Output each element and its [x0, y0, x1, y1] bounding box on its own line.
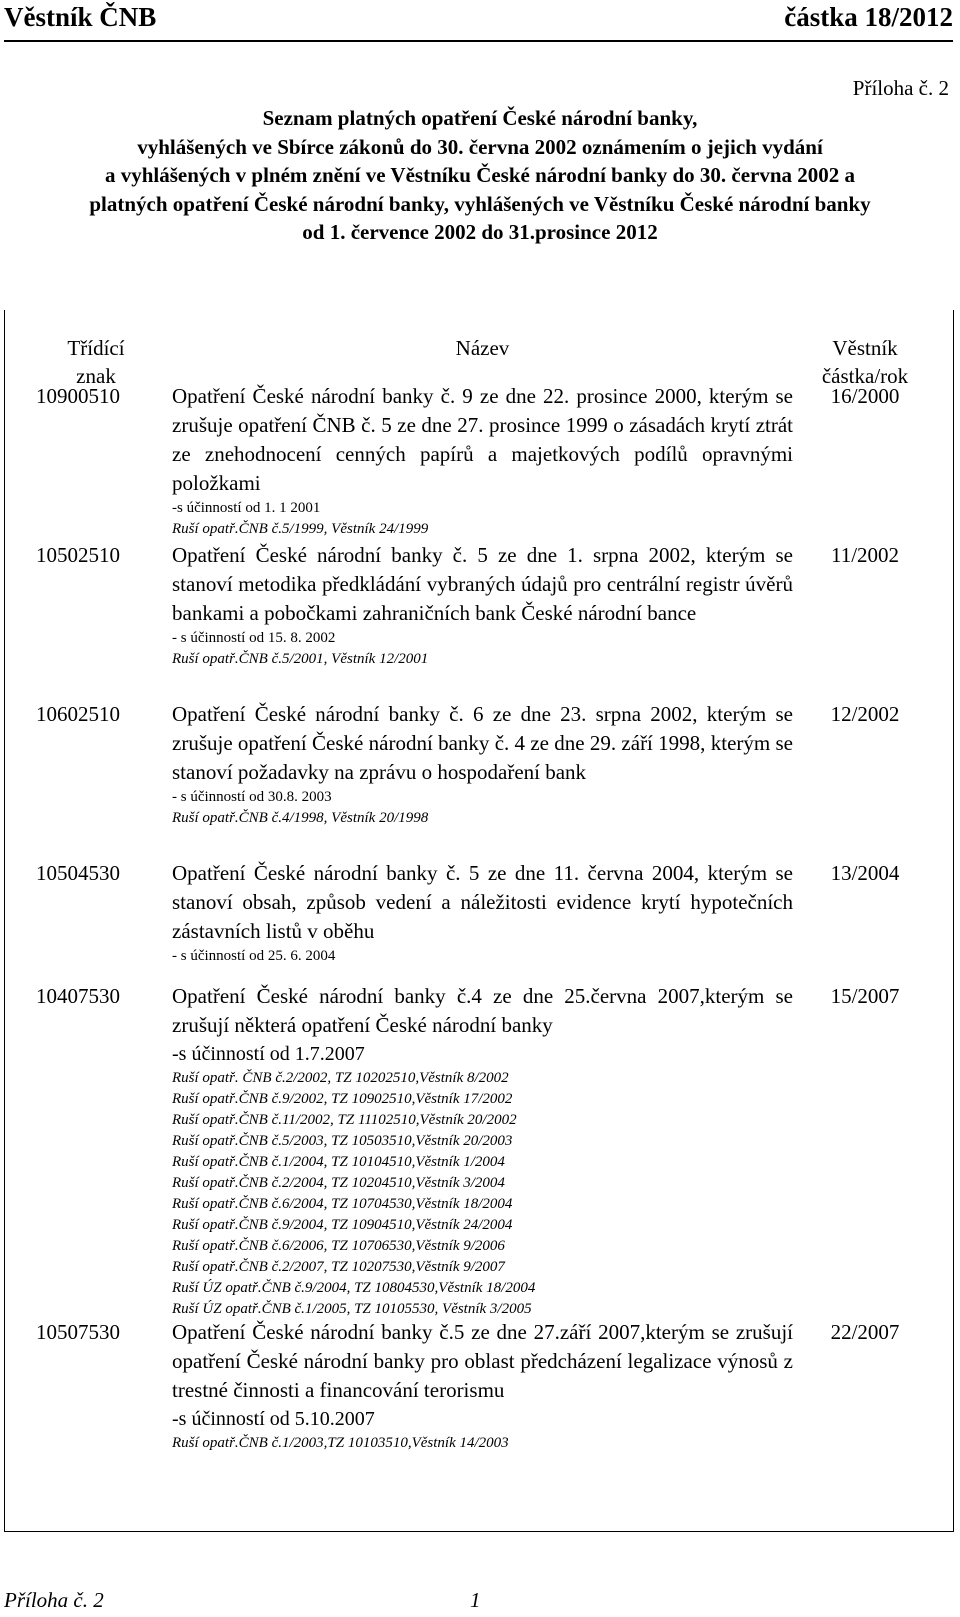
- header-name-line: Název: [455, 336, 510, 360]
- row-ref: 15/2007: [830, 984, 900, 1008]
- row-effective: - s účinností od 15. 8. 2002: [172, 630, 336, 646]
- row-repeal: Ruší opatř.ČNB č.9/2002, TZ 10902510,Věstník 17/2002: [172, 1091, 513, 1107]
- row-effective: -s účinností od 1.7.2007: [172, 1043, 365, 1065]
- row-repeal: Ruší opatř.ČNB č.5/2003, TZ 10503510,Věstník 20/2003: [172, 1133, 513, 1149]
- header-name: [172, 334, 793, 362]
- row-description: Opatření České národní banky č. 6 ze dne 23. srpna 2002, kterým se zrušuje opatření České národní banky č. 4 ze dne 29. září 1998, kterým se stanoví požadavky na zprávu o hospodaření bank: [172, 702, 793, 784]
- row-repeal: Ruší opatř.ČNB č.9/2004, TZ 10904510,Věstník 24/2004: [172, 1217, 513, 1233]
- issue-number: částka 18/2012: [784, 2, 953, 32]
- row-description: Opatření České národní banky č. 5 ze dne 1. srpna 2002, kterým se stanoví metodika předkládání vybraných údajů pro centrální registr úvěrů bankami a pobočkami zahraničních bank České národní bance: [172, 543, 793, 625]
- row-code: 10407530: [36, 984, 120, 1008]
- title-line: Seznam platných opatření České národní banky,: [262, 106, 698, 130]
- table-row: [172, 382, 793, 540]
- row-ref: 16/2000: [830, 384, 900, 408]
- journal-name: Věstník ČNB: [4, 2, 157, 32]
- row-repeal: Ruší opatř.ČNB č.2/2007, TZ 10207530,Věstník 9/2007: [172, 1259, 505, 1275]
- row-ref: 22/2007: [830, 1320, 900, 1344]
- row-ref: 11/2002: [830, 543, 900, 567]
- document-title: [0, 104, 960, 247]
- row-description: Opatření České národní banky č. 9 ze dne 22. prosince 2000, kterým se zrušuje opatření ČNB č. 5 ze dne 27. prosince 1999 o zásadách krytí ztrát ze znehodnocení cenných papírů a majetkových podílů opravnými položkami: [172, 384, 793, 495]
- row-repeal: Ruší opatř.ČNB č.4/1998, Věstník 20/1998: [172, 810, 429, 826]
- row-code: 10502510: [36, 543, 120, 567]
- row-effective: -s účinností od 1. 1 2001: [172, 500, 321, 516]
- row-repeal: Ruší opatř.ČNB č.5/1999, Věstník 24/1999: [172, 521, 429, 537]
- row-code: 10900510: [36, 384, 120, 408]
- row-repeal: Ruší ÚZ opatř.ČNB č.1/2005, TZ 10105530, Věstník 3/2005: [172, 1301, 532, 1317]
- title-line: a vyhlášených v plném znění ve Věstníku České národní banky do 30. června 2002 a: [104, 163, 856, 187]
- page-number: 1: [470, 1588, 481, 1612]
- annex-label: Příloha č. 2: [852, 76, 949, 100]
- row-description: Opatření České národní banky č.5 ze dne 27.září 2007,kterým se zrušují opatření České národní banky pro oblast předcházení legalizace výnosů z trestné činnosti a financování terorismu: [172, 1320, 793, 1402]
- title-line: platných opatření České národní banky, vyhlášených ve Věstníku České národní banky: [89, 191, 871, 216]
- page-header: [4, 0, 953, 42]
- row-repeal: Ruší ÚZ opatř.ČNB č.9/2004, TZ 10804530,Věstník 18/2004: [172, 1280, 536, 1296]
- row-repeal: Ruší opatř.ČNB č.11/2002, TZ 11102510,Věstník 20/2002: [172, 1112, 517, 1128]
- header-code-line: znak: [76, 364, 116, 388]
- table-row: [172, 1318, 793, 1454]
- row-repeal: Ruší opatř.ČNB č.6/2006, TZ 10706530,Věstník 9/2006: [172, 1238, 505, 1254]
- row-repeal: Ruší opatř.ČNB č.1/2003,TZ 10103510,Věstník 14/2003: [172, 1435, 509, 1451]
- row-effective: - s účinností od 25. 6. 2004: [172, 948, 336, 964]
- table-row: [172, 700, 793, 829]
- table-row: [172, 982, 793, 1320]
- row-repeal: Ruší opatř.ČNB č.5/2001, Věstník 12/2001: [172, 651, 429, 667]
- row-description: Opatření České národní banky č. 5 ze dne 11. června 2004, kterým se stanoví obsah, způsob vedení a náležitosti evidence krytí hypotečních zástavních listů v oběhu: [172, 861, 793, 943]
- row-description: Opatření České národní banky č.4 ze dne 25.června 2007,kterým se zrušují některá opatření České národní banky: [172, 984, 793, 1037]
- row-code: 10504530: [36, 861, 120, 885]
- row-ref: 12/2002: [830, 702, 900, 726]
- title-line: od 1. července 2002 do 31.prosince 2012: [302, 220, 658, 244]
- table-row: [172, 859, 793, 967]
- row-code: 10507530: [36, 1320, 120, 1344]
- row-repeal: Ruší opatř. ČNB č.2/2002, TZ 10202510,Věstník 8/2002: [172, 1070, 509, 1086]
- row-repeal: Ruší opatř.ČNB č.2/2004, TZ 10204510,Věstník 3/2004: [172, 1175, 505, 1191]
- row-effective: -s účinností od 5.10.2007: [172, 1408, 375, 1430]
- header-ref-line: Věstník: [832, 336, 898, 360]
- row-repeal: Ruší opatř.ČNB č.1/2004, TZ 10104510,Věstník 1/2004: [172, 1154, 505, 1170]
- footer-annex: Příloha č. 2: [4, 1588, 104, 1612]
- row-repeal: Ruší opatř.ČNB č.6/2004, TZ 10704530,Věstník 18/2004: [172, 1196, 513, 1212]
- header-ref-line: částka/rok: [821, 364, 909, 388]
- row-code: 10602510: [36, 702, 120, 726]
- header-code-line: Třídící: [67, 336, 125, 360]
- row-ref: 13/2004: [830, 861, 900, 885]
- row-effective: - s účinností od 30.8. 2003: [172, 789, 332, 805]
- table-row: [172, 541, 793, 670]
- title-line: vyhlášených ve Sbírce zákonů do 30. června 2002 oznámením o jejich vydání: [137, 134, 823, 159]
